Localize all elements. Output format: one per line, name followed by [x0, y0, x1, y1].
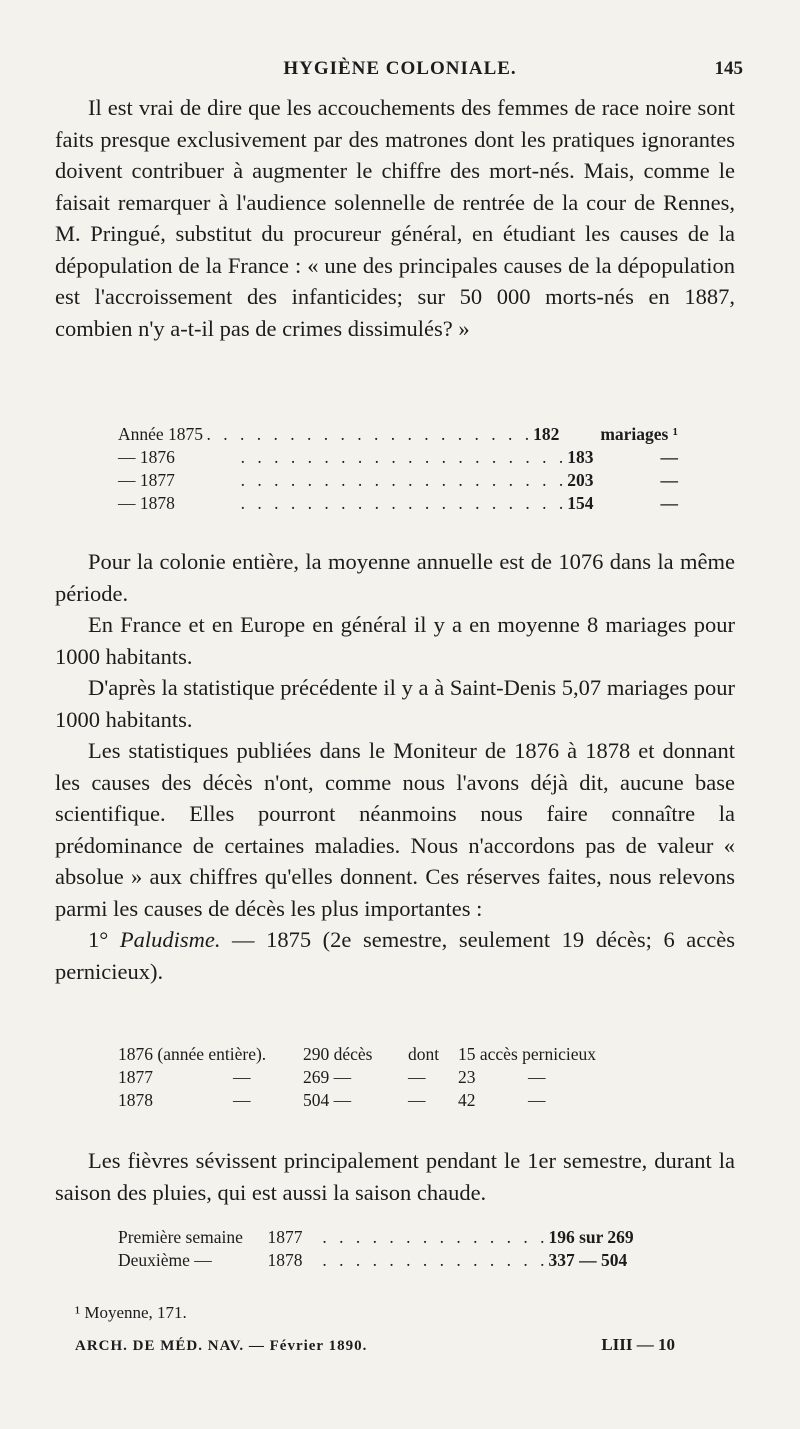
row-value: 183: [567, 447, 594, 467]
page-footer: [75, 1335, 675, 1355]
row-value: 182: [533, 424, 560, 444]
row-unit: mariages ¹: [600, 424, 678, 444]
paragraph-statistiques: Les statistiques publiées dans le Moniteur de 1876 à 1878 et donnant les causes des décès n'ont, comme nous l'avons déjà dit, aucune base scientifique. Elles pourront néanmoins nous faire connaître la prédominance de certaines maladies. Nous n'accordons pas de valeur « absolue » aux chiffres qu'elles donnent. Ces réserves faites, nous relevons parmi les causes de décès les plus importantes :: [55, 738, 735, 921]
paragraph-europe: En France et en Europe en général il y a en moyenne 8 mariages pour 1000 habitants.: [55, 612, 735, 669]
row-label: Année 1875: [118, 424, 204, 444]
table-row: 1876 (année entière). 290 décès dont 15 accès pernicieux: [118, 1044, 596, 1064]
row-label: — 1877: [118, 470, 175, 490]
paragraph-fievres: Les fièvres sévissent principalement pendant le 1er semestre, durant la saison des pluies, qui est aussi la saison chaude.: [55, 1148, 735, 1205]
footnote: ¹ Moyenne, 171.: [75, 1303, 187, 1322]
deaths-table: [118, 1043, 698, 1112]
header-title: HYGIÈNE COLONIALE.: [283, 58, 517, 79]
table-row: Première semaine 1877 . . . . . . . . . . . . . . 196 sur 269: [118, 1227, 634, 1247]
paragraph-moyenne: Pour la colonie entière, la moyenne annuelle est de 1076 dans la même période.: [55, 549, 735, 606]
table-row: — 1878 . . . . . . . . . . . . . . . . . . . . 154 —: [118, 493, 678, 513]
paragraph-accouchements: Il est vrai de dire que les accouchements des femmes de race noire sont faits presque exclusivement par des matrones dont les pratiques ignorantes doivent contribuer à augmenter le chiffre des mort-nés. Mais, comme le faisait remarquer à l'audience solennelle de rentrée de la cour de Rennes, M. Pringué, substitut du procureur général, en étudiant les causes de la dépopulation de la France : « une des principales causes de la dépopulation est l'accroissement des infanticides; sur 50 000 morts-nés en 1887, combien n'y a-t-il pas de crimes dissimulés? »: [55, 95, 735, 341]
footer-signature: LIII — 10: [601, 1335, 675, 1354]
running-header: [55, 58, 745, 88]
table-row: Année 1875 . . . . . . . . . . . . . . . . . . . . 182 mariages ¹: [118, 424, 678, 444]
page-number: 145: [714, 58, 743, 79]
row-value: 203: [567, 470, 594, 490]
table-row: — 1876 . . . . . . . . . . . . . . . . . . . . 183 —: [118, 447, 678, 467]
paludisme-title: Paludisme.: [119, 927, 221, 952]
row-unit: —: [660, 493, 678, 513]
footer-journal: ARCH. DE MÉD. NAV. — Février 1890.: [75, 1338, 368, 1354]
row-label: — 1876: [118, 447, 175, 467]
table-row: 1877 — 269 — — 23 —: [118, 1067, 546, 1087]
table-row: Deuxième — 1878 . . . . . . . . . . . . . . 337 — 504: [118, 1250, 628, 1270]
marriages-table: [118, 423, 678, 515]
paragraph-paludisme: 1° Paludisme. — 1875 (2e semestre, seulement 19 décès; 6 accès pernicieux).: [55, 927, 736, 984]
row-unit: —: [660, 447, 678, 467]
paragraph-saint-denis: D'après la statistique précédente il y a à Saint-Denis 5,07 mariages pour 1000 habitants.: [55, 675, 735, 732]
row-value: 154: [567, 493, 594, 513]
table-row: — 1877 . . . . . . . . . . . . . . . . . . . . 203 —: [118, 470, 678, 490]
row-unit: —: [660, 470, 678, 490]
table-row: 1878 — 504 — — 42 —: [118, 1090, 546, 1110]
row-label: — 1878: [118, 493, 175, 513]
paragraphs-middle: [55, 546, 735, 987]
weeks-table: [118, 1226, 678, 1272]
